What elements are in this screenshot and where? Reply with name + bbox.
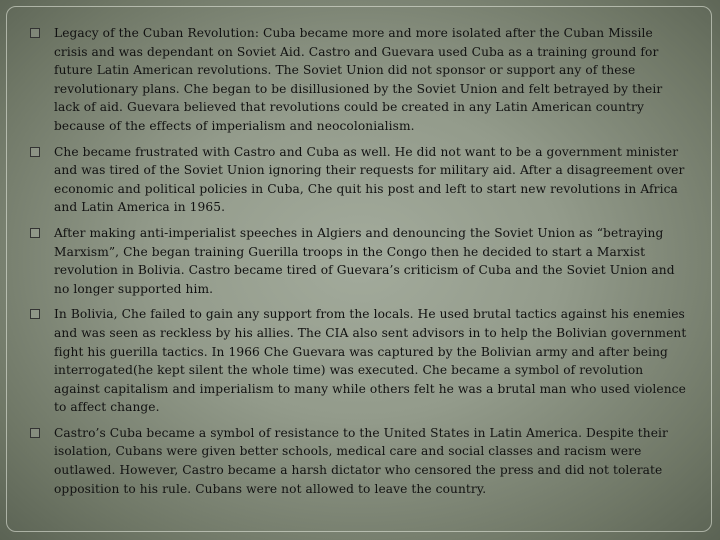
bullet-text: After making anti-imperialist speeches in Algiers and denouncing the Soviet Union as “betraying Marxism”, Che began training Guerilla troops in the Congo then he decided to start a Marxist revolution in Bolivia. Castro became tired of Guevara’s criticism of Cuba and the Soviet Union and no longer supported him.	[54, 225, 675, 296]
bullet-box-icon	[30, 428, 40, 438]
bullet-text: Castro’s Cuba became a symbol of resistance to the United States in Latin America. Despite their isolation, Cubans were given better schools, medical care and social classes and racism were outlawed. However, Castro became a harsh dictator who censored the press and did not tolerate opposition to his rule. Cubans were not allowed to leave the country.	[54, 425, 668, 496]
bullet-box-icon	[30, 228, 40, 238]
bullet-lead: Legacy of the Cuban Revolution:	[54, 26, 264, 40]
bullet-item-castro-cuba	[30, 424, 690, 498]
bullet-item-frustration	[30, 143, 690, 217]
bullet-box-icon	[30, 309, 40, 319]
bullet-box-icon	[30, 147, 40, 157]
bullet-item-algiers	[30, 224, 690, 298]
bullet-box-icon	[30, 28, 40, 38]
bullet-text: Cuba became more and more isolated after the Cuban Missile crisis and was dependant on Soviet Aid. Castro and Guevara used Cuba as a training ground for future Latin American revolutions. The Soviet Union did not sponsor or support any of these revolutionary plans. Che began to be disillusioned by the Soviet Union and felt betrayed by their lack of aid. Guevara believed that revolutions could be created in any Latin American country because of the effects of imperialism and neocolonialism.	[54, 26, 663, 133]
bullet-text: Che became frustrated with Castro and Cuba as well. He did not want to be a government minister and was tired of the Soviet Union ignoring their requests for military aid. After a disagreement over economic and political policies in Cuba, Che quit his post and left to start new revolutions in Africa and Latin America in 1965.	[54, 144, 685, 215]
bullet-item-legacy	[30, 24, 690, 136]
slide-content	[30, 24, 690, 505]
bullet-item-bolivia	[30, 305, 690, 417]
bullet-text: In Bolivia, Che failed to gain any support from the locals. He used brutal tactics against his enemies and was seen as reckless by his allies. The CIA also sent advisors in to help the Bolivian government fight his guerilla tactics. In 1966 Che Guevara was captured by the Bolivian army and after being interrogated(he kept silent the whole time) was executed. Che became a symbol of revolution against capitalism and imperialism to many while others felt he was a brutal man who used violence to affect change.	[54, 307, 687, 415]
